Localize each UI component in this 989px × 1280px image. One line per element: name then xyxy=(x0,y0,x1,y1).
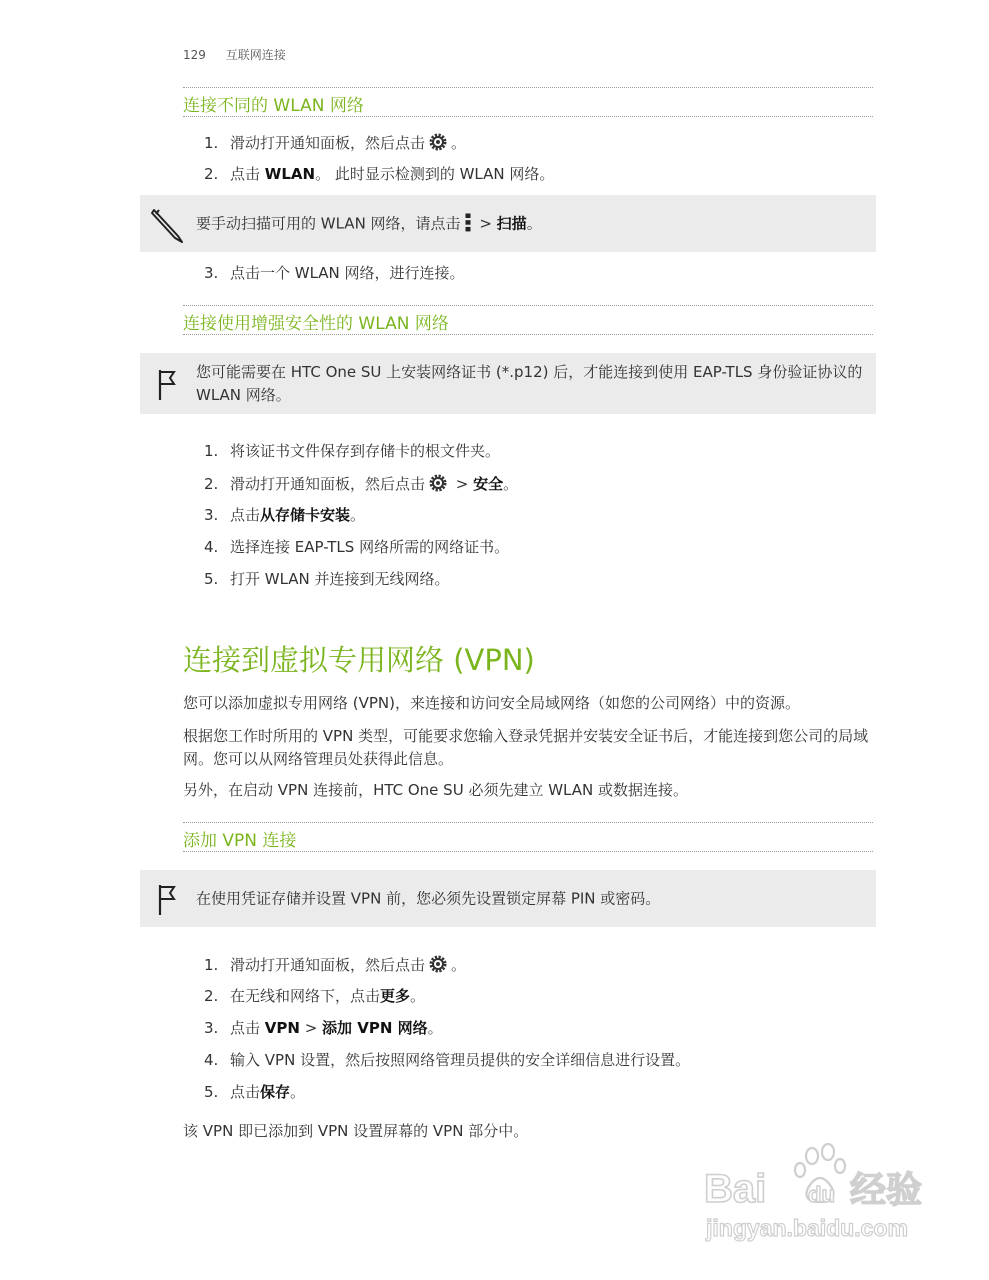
section-title: 连接不同的 WLAN 网络 xyxy=(183,96,364,116)
section-heading-add-vpn xyxy=(183,822,873,852)
tip-note: 要手动扫描可用的 WLAN 网络，请点击 > 扫描。 xyxy=(140,195,876,252)
list-item: 3. 点击一个 WLAN 网络，进行连接。 xyxy=(204,264,465,282)
flag-icon xyxy=(150,364,186,404)
paragraph: 根据您工作时所用的 VPN 类型，可能要求您输入登录凭据并安装安全证书后，才能连接到您公司的局域网。您可以从网络管理员处获得此信息。 xyxy=(183,727,869,768)
flag-note: 您可能需要在 HTC One SU 上安装网络证书 (*.p12) 后，才能连接到使用 EAP-TLS 身份验证协议的 WLAN 网络。 xyxy=(140,353,876,414)
paragraph: 该 VPN 即已添加到 VPN 设置屏幕的 VPN 部分中。 xyxy=(183,1122,529,1140)
list-item: 1. 滑动打开通知面板，然后点击 。 xyxy=(204,134,467,152)
list-item: 5. 点击保存。 xyxy=(204,1083,306,1101)
watermark-url: jingyan.baidu.com xyxy=(706,1215,908,1241)
list-item: 4. 输入 VPN 设置，然后按照网络管理员提供的安全详细信息进行设置。 xyxy=(204,1051,691,1069)
chapter-title: 互联网连接 xyxy=(225,48,286,62)
paragraph: 您可以添加虚拟专用网络 (VPN)，来连接和访问安全局域网络（如您的公司网络）中的资源。 xyxy=(183,694,801,712)
chapter-heading-vpn: 连接到虚拟专用网络 (VPN) xyxy=(183,643,535,677)
section-title: 添加 VPN 连接 xyxy=(183,831,297,851)
list-item: 2. 点击 WLAN。 此时显示检测到的 WLAN 网络。 xyxy=(204,165,555,183)
pencil-icon xyxy=(150,204,186,244)
section-title: 连接使用增强安全性的 WLAN 网络 xyxy=(183,314,449,334)
gear-icon xyxy=(428,473,448,493)
gear-icon xyxy=(428,132,448,152)
watermark-brand-jingyan: 经验 xyxy=(850,1170,923,1211)
page-number: 129 xyxy=(183,48,206,62)
list-item: 3. 点击从存储卡安装。 xyxy=(204,506,366,524)
list-item: 2. 滑动打开通知面板，然后点击 > 安全。 xyxy=(204,475,519,493)
flag-note: 在使用凭证存储并设置 VPN 前，您必须先设置锁定屏幕 PIN 或密码。 xyxy=(140,870,876,927)
list-item: 4. 选择连接 EAP-TLS 网络所需的网络证书。 xyxy=(204,538,510,556)
baidu-watermark xyxy=(700,1140,950,1250)
section-heading-secure-wlan xyxy=(183,305,873,335)
paragraph: 另外，在启动 VPN 连接前，HTC One SU 必须先建立 WLAN 或数据连接。 xyxy=(183,781,688,799)
gear-icon xyxy=(428,954,448,974)
list-item: 3. 点击 VPN > 添加 VPN 网络。 xyxy=(204,1019,443,1037)
flag-icon xyxy=(150,879,186,919)
list-item: 1. 将该证书文件保存到存储卡的根文件夹。 xyxy=(204,442,501,460)
section-heading-wlan xyxy=(183,87,873,117)
more-menu-icon xyxy=(465,213,471,231)
page-header xyxy=(183,46,286,63)
list-item: 2. 在无线和网络下，点击更多。 xyxy=(204,987,426,1005)
watermark-brand-du: du xyxy=(808,1182,835,1207)
watermark-brand: Bai xyxy=(704,1167,767,1211)
list-item: 5. 打开 WLAN 并连接到无线网络。 xyxy=(204,570,450,588)
list-item: 1. 滑动打开通知面板，然后点击 。 xyxy=(204,956,467,974)
